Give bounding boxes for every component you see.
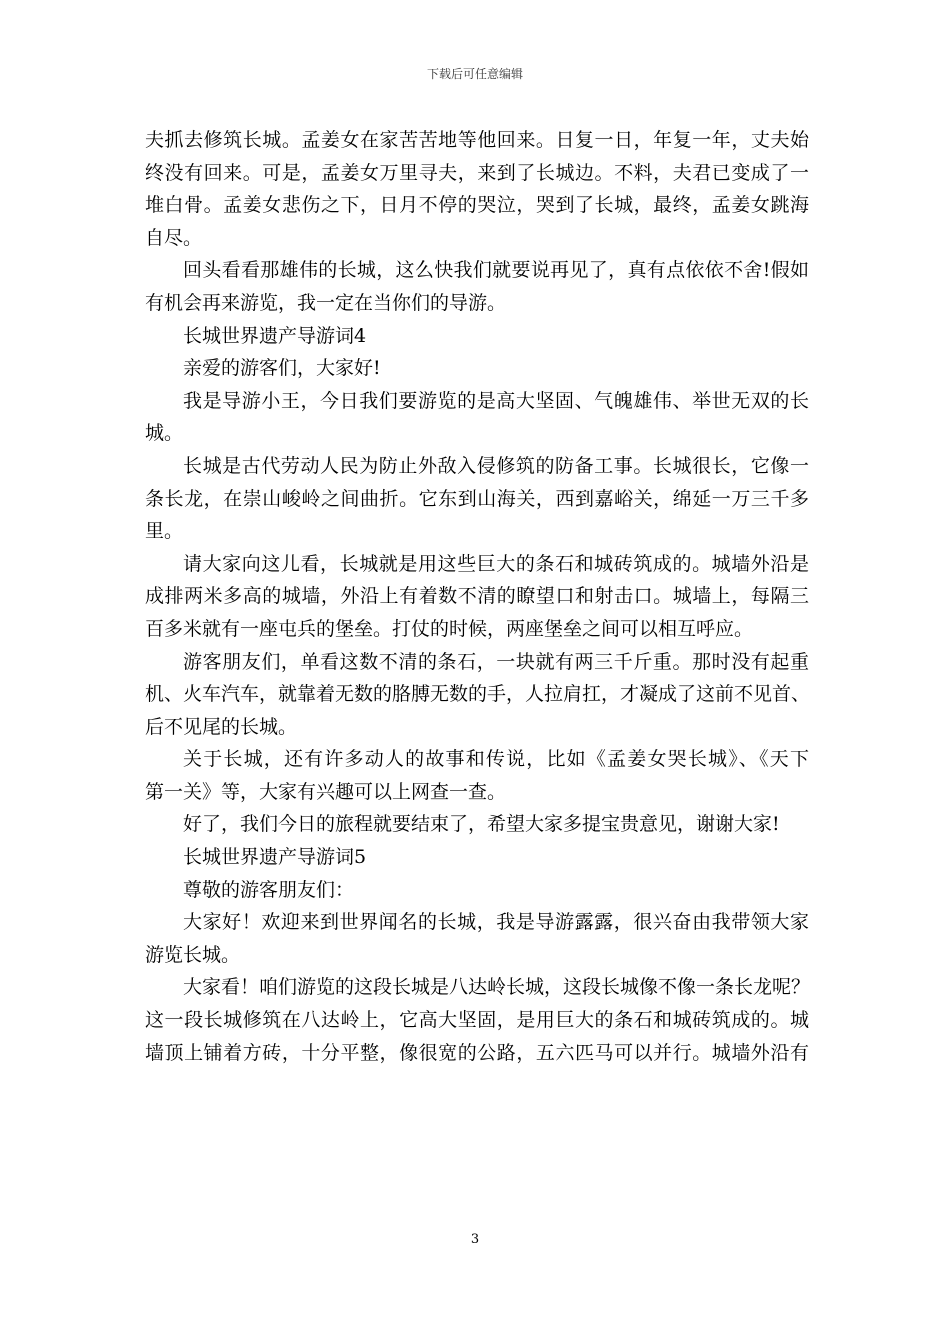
text-line: 有机会再来游览，我一定在当你们的导游。: [145, 291, 507, 314]
text-line: 好了，我们今日的旅程就要结束了，希望大家多提宝贵意见，谢谢大家!: [183, 813, 780, 836]
text-line: 游客朋友们，单看这数不清的条石，一块就有两三千斤重。那时没有起重: [183, 650, 809, 673]
text-line: 百多米就有一座屯兵的堡垒。打仗的时候，两座堡垒之间可以相互呼应。: [145, 617, 754, 640]
text-line: 尊敬的游客朋友们：: [183, 878, 355, 901]
text-line: 请大家向这儿看，长城就是用这些巨大的条石和城砖筑成的。城墙外沿是: [183, 552, 809, 575]
text-line: 墙顶上铺着方砖，十分平整，像很宽的公路，五六匹马可以并行。城墙外沿有: [145, 1041, 809, 1064]
text-line: 长城是古代劳动人民为防止外敌入侵修筑的防备工事。长城很长，它像一: [183, 454, 809, 477]
text-line: 关于长城，还有许多动人的故事和传说，比如《孟姜女哭长城》、《天下: [183, 748, 809, 771]
text-line: 游览长城。: [145, 943, 241, 966]
text-line: 里。: [145, 520, 184, 543]
page-header: 下载后可任意编辑: [426, 67, 523, 81]
page-number: 3: [470, 1232, 480, 1247]
text-line: 第一关》等，大家有兴趣可以上网查一查。: [145, 780, 507, 803]
text-line: 自尽。: [145, 226, 203, 249]
text-line: 大家好！欢迎来到世界闻名的长城，我是导游露露，很兴奋由我带领大家: [183, 911, 809, 934]
text-line: 这一段长城修筑在八达岭上，它高大坚固，是用巨大的条石和城砖筑成的。城: [145, 1009, 809, 1032]
text-line: 大家看！咱们游览的这段长城是八达岭长城，这段长城像不像一条长龙呢？: [183, 976, 811, 999]
text-line: 机、火车汽车，就靠着无数的胳膊无数的手，人拉肩扛，才凝成了这前不见首、: [145, 683, 811, 706]
text-line: 堆白骨。孟姜女悲伤之下，日月不停的哭泣，哭到了长城，最终，孟姜女跳海: [145, 194, 809, 217]
text-line: 城。: [145, 422, 184, 445]
text-line: 条长龙，在崇山峻岭之间曲折。它东到山海关，西到嘉峪关，绵延一万三千多: [145, 487, 809, 510]
text-line: 长城世界遗产导游词5: [183, 846, 367, 869]
text-line: 长城世界遗产导游词4: [183, 324, 367, 347]
text-line: 回头看看那雄伟的长城，这么快我们就要说再见了，真有点依依不舍!假如: [183, 259, 809, 282]
document-body: [145, 124, 809, 1069]
text-line: 后不见尾的长城。: [145, 715, 298, 738]
text-line: 终没有回来。可是，孟姜女万里寻夫，来到了长城边。不料，夫君已变成了一: [145, 161, 809, 184]
text-line: 成排两米多高的城墙，外沿上有着数不清的瞭望口和射击口。城墙上，每隔三: [145, 585, 809, 608]
text-line: 亲爱的游客们，大家好!: [183, 357, 381, 380]
text-line: 夫抓去修筑长城。孟姜女在家苦苦地等他回来。日复一日，年复一年，丈夫始: [145, 129, 809, 151]
text-line: 我是导游小王，今日我们要游览的是高大坚固、气魄雄伟、举世无双的长: [183, 389, 809, 412]
